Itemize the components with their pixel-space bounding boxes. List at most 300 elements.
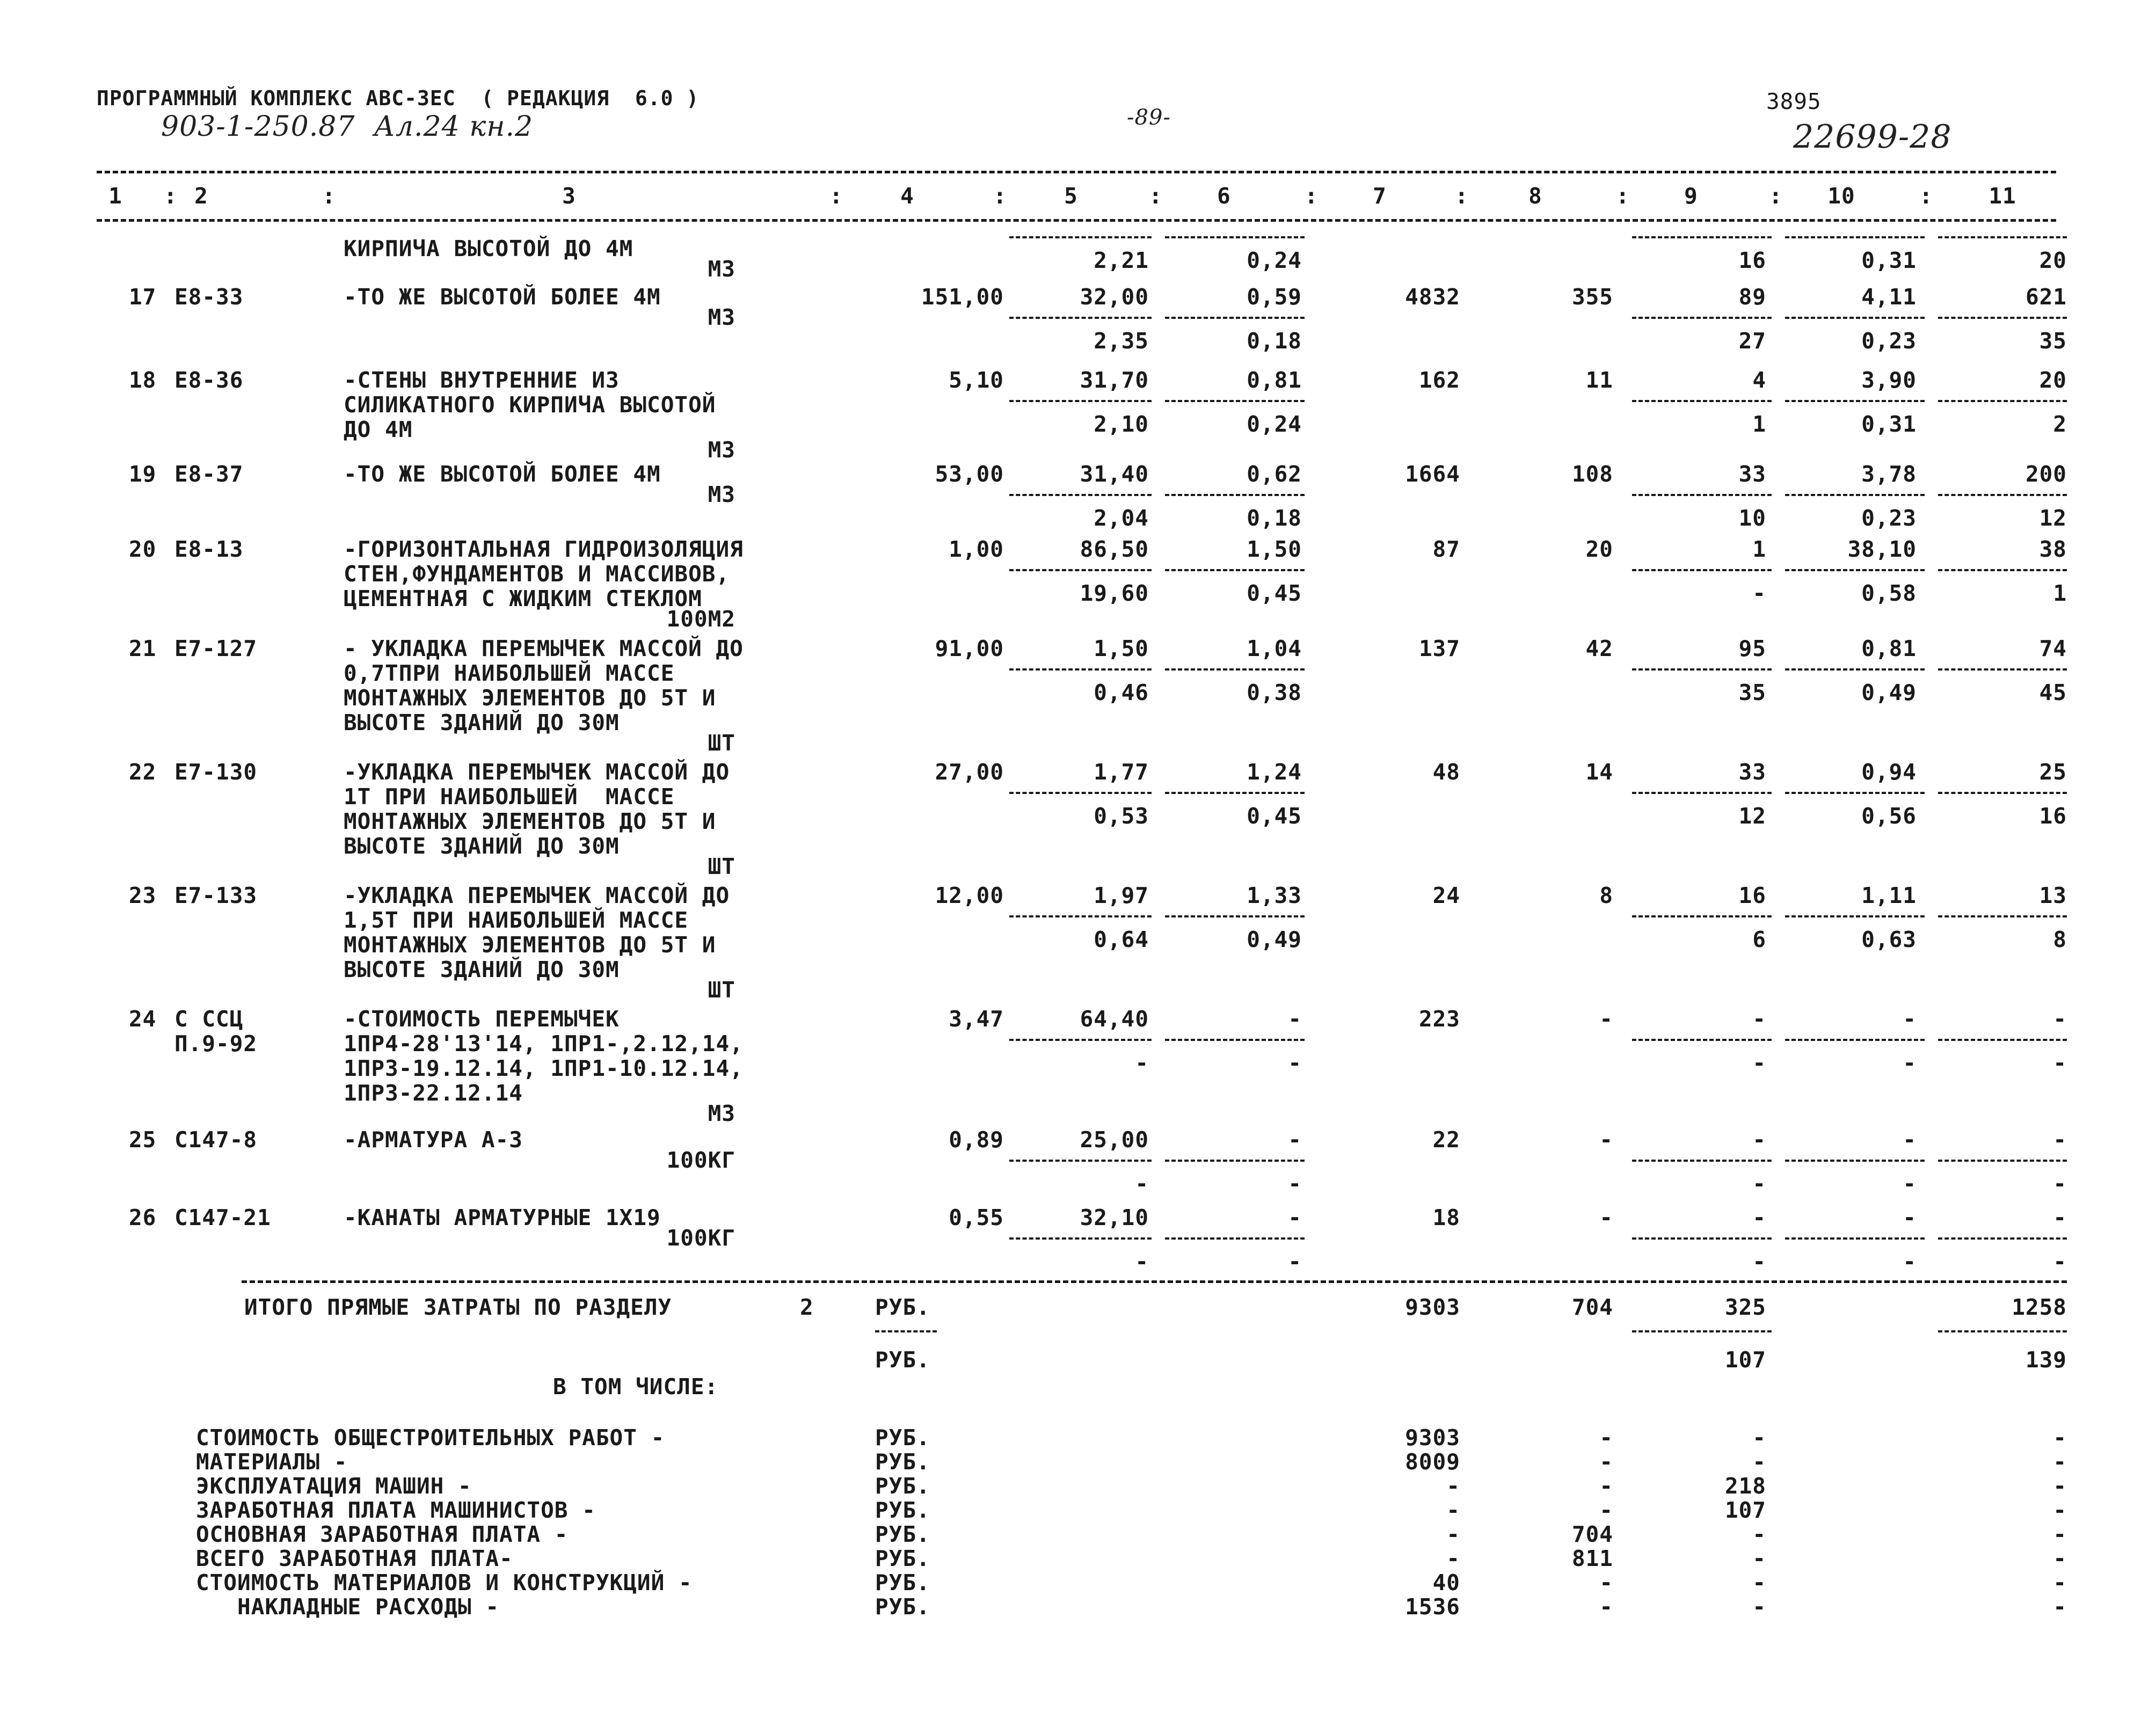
rate-code: Е7-133 [174, 883, 258, 908]
row-17-c9: 89 [1738, 284, 1766, 310]
work-description: МОНТАЖНЫХ ЭЛЕМЕНТОВ ДО 5Т И [344, 808, 716, 834]
cell-divider [1165, 1160, 1305, 1162]
rate-code: Е8-33 [174, 284, 244, 310]
work-description: ЦЕМЕНТНАЯ С ЖИДКИМ СТЕКЛОМ [344, 586, 702, 611]
work-description: ДО 4М [344, 417, 413, 442]
work-description: -СТОИМОСТЬ ПЕРЕМЫЧЕК [344, 1006, 620, 1032]
row-25-c7: 22 [1432, 1127, 1460, 1153]
cell-divider [1009, 569, 1152, 571]
rate-code: Е7-130 [174, 759, 258, 785]
page-number: -89- [1127, 105, 1171, 130]
total-currency-secondary: РУБ. [875, 1347, 930, 1373]
rate-code: Е8-37 [174, 461, 244, 487]
work-description: 1Т ПРИ НАИБОЛЬШЕЙ МАССЕ [344, 784, 675, 810]
cell-divider [1938, 1237, 2067, 1240]
cell-divider [1785, 236, 1925, 238]
breakdown-currency: РУБ. [875, 1546, 930, 1571]
breakdown-c7: - [1446, 1497, 1460, 1523]
sub-value-c5: 19,60 [1080, 580, 1149, 606]
work-description: -ГОРИЗОНТАЛЬНАЯ ГИДРОИЗОЛЯЦИЯ [344, 536, 744, 562]
sub-value-c10: 0,56 [1861, 803, 1917, 829]
row-23-c7: 24 [1432, 883, 1460, 908]
sub-value-c11: 20 [2039, 247, 2067, 273]
cell-divider [1165, 792, 1305, 794]
unit-of-measure: ШТ [708, 730, 735, 756]
rate-code: С147-8 [174, 1127, 258, 1153]
sub-value-c11: 1 [2053, 580, 2067, 606]
sub-value-c9: 35 [1738, 680, 1766, 705]
breakdown-c9: 107 [1724, 1497, 1766, 1523]
work-description: МОНТАЖНЫХ ЭЛЕМЕНТОВ ДО 5Т И [344, 685, 716, 711]
sub-value-c11: 12 [2039, 505, 2067, 531]
row-20-c5: 86,50 [1080, 536, 1149, 562]
cell-divider [1938, 1039, 2067, 1041]
row-number: 22 [129, 759, 157, 785]
work-description: -ТО ЖЕ ВЫСОТОЙ БОЛЕЕ 4М [344, 461, 661, 487]
breakdown-c7: - [1446, 1546, 1460, 1571]
column-header-11: 11 [1989, 183, 2016, 209]
row-20-c6: 1,50 [1247, 536, 1302, 562]
row-21-c10: 0,81 [1861, 636, 1917, 661]
row-19-c6: 0,62 [1247, 461, 1302, 487]
cell-divider [1785, 317, 1925, 319]
cell-divider [1009, 236, 1152, 238]
sub-value-c6: 0,18 [1247, 505, 1302, 531]
row-25-c9: - [1752, 1127, 1766, 1153]
sub-value-c10: 0,58 [1861, 580, 1917, 606]
row-18-c10: 3,90 [1861, 367, 1917, 393]
sub-value-c6: 0,24 [1247, 411, 1302, 437]
sub-value-c11: 2 [2053, 411, 2067, 437]
breakdown-currency: РУБ. [875, 1521, 930, 1547]
row-21-c5: 1,50 [1094, 636, 1149, 661]
work-description: ВЫСОТЕ ЗДАНИЙ ДО 30М [344, 957, 620, 982]
row-26-c10: - [1903, 1205, 1917, 1230]
breakdown-c8: 704 [1571, 1521, 1613, 1547]
cell-divider [1632, 1039, 1772, 1041]
work-description: -УКЛАДКА ПЕРЕМЫЧЕК МАССОЙ ДО [344, 883, 730, 908]
unit-of-measure: М3 [708, 1101, 735, 1126]
column-header-4: 4 [900, 183, 914, 209]
breakdown-c11: - [2053, 1594, 2067, 1620]
total-c11: 1258 [2012, 1294, 2067, 1320]
sub-value-c10: - [1903, 1050, 1917, 1076]
sub-value-c9: 16 [1738, 247, 1766, 273]
cell-divider [1785, 569, 1925, 571]
breakdown-c7: - [1446, 1473, 1460, 1499]
work-description: -КАНАТЫ АРМАТУРНЫЕ 1Х19 [344, 1205, 661, 1230]
row-number: 24 [129, 1006, 157, 1032]
cell-divider [1938, 668, 2067, 671]
total-c9: 325 [1724, 1294, 1766, 1320]
row-23-c5: 1,97 [1094, 883, 1149, 908]
row-24-c10: - [1903, 1006, 1917, 1032]
work-description: 0,7ТПРИ НАИБОЛЬШЕЙ МАССЕ [344, 660, 675, 686]
breakdown-label: НАКЛАДНЫЕ РАСХОДЫ - [196, 1594, 500, 1620]
breakdown-c9: - [1752, 1570, 1766, 1596]
column-separator: : [1919, 183, 1933, 209]
row-23-c6: 1,33 [1247, 883, 1302, 908]
row-26-c8: - [1599, 1205, 1613, 1230]
sub-value-c5: 0,53 [1094, 803, 1149, 829]
breakdown-c8: - [1599, 1594, 1613, 1620]
row-19-c8: 108 [1571, 461, 1613, 487]
breakdown-label: ЭКСПЛУАТАЦИЯ МАШИН - [196, 1473, 472, 1499]
work-description: КИРПИЧА ВЫСОТОЙ ДО 4М [344, 236, 633, 261]
cell-divider [1632, 792, 1772, 794]
sub-value-c6: - [1288, 1050, 1302, 1076]
cell-divider [1165, 569, 1305, 571]
row-24-c8: - [1599, 1006, 1613, 1032]
column-header-7: 7 [1373, 183, 1387, 209]
rate-code: С ССЦ [174, 1006, 244, 1032]
sub-value-c5: - [1135, 1050, 1149, 1076]
total-c11-secondary: 139 [2025, 1347, 2067, 1373]
row-21-c6: 1,04 [1247, 636, 1302, 661]
row-number: 19 [129, 461, 157, 487]
row-20-c8: 20 [1585, 536, 1613, 562]
breakdown-c8: - [1599, 1425, 1613, 1451]
header-top-rule [97, 171, 2056, 173]
cell-divider [1632, 1160, 1772, 1162]
work-description: МОНТАЖНЫХ ЭЛЕМЕНТОВ ДО 5Т И [344, 932, 716, 958]
work-description: -СТЕНЫ ВНУТРЕННИЕ ИЗ [344, 367, 620, 393]
cell-divider [1785, 1160, 1925, 1162]
breakdown-label: ОСНОВНАЯ ЗАРАБОТНАЯ ПЛАТА - [196, 1521, 569, 1547]
row-17-c4: 151,00 [921, 284, 1004, 310]
row-20-c4: 1,00 [949, 536, 1004, 562]
row-26-c4: 0,55 [949, 1205, 1004, 1230]
row-17-c11: 621 [2025, 284, 2067, 310]
column-separator: : [1769, 183, 1783, 209]
row-23-c4: 12,00 [935, 883, 1004, 908]
work-description: 1ПР3-22.12.14 [344, 1080, 523, 1106]
row-24-c4: 3,47 [949, 1006, 1004, 1032]
row-19-c9: 33 [1738, 461, 1766, 487]
row-25-c11: - [2053, 1127, 2067, 1153]
row-24-c5: 64,40 [1080, 1006, 1149, 1032]
breakdown-currency: РУБ. [875, 1473, 930, 1499]
sub-value-c6: - [1288, 1171, 1302, 1197]
sub-value-c5: 0,64 [1094, 927, 1149, 952]
total-c8: 704 [1571, 1294, 1613, 1320]
row-number: 26 [129, 1205, 157, 1230]
breakdown-c11: - [2053, 1449, 2067, 1475]
row-19-c10: 3,78 [1861, 461, 1917, 487]
column-separator: : [1616, 183, 1630, 209]
row-number: 25 [129, 1127, 157, 1153]
sub-value-c11: 35 [2039, 328, 2067, 354]
cell-divider [1165, 1237, 1305, 1240]
row-25-c5: 25,00 [1080, 1127, 1149, 1153]
breakdown-c7: 9303 [1405, 1425, 1460, 1451]
breakdown-c9: - [1752, 1425, 1766, 1451]
row-19-c4: 53,00 [935, 461, 1004, 487]
work-description: -ТО ЖЕ ВЫСОТОЙ БОЛЕЕ 4М [344, 284, 661, 310]
cell-divider [1785, 1237, 1925, 1240]
sub-value-c9: 6 [1752, 927, 1766, 952]
cell-divider [1009, 1039, 1152, 1041]
row-17-c7: 4832 [1405, 284, 1460, 310]
column-separator: : [993, 183, 1007, 209]
sheet-code: 3895 [1766, 89, 1822, 114]
cell-divider [1938, 236, 2067, 238]
work-description: СИЛИКАТНОГО КИРПИЧА ВЫСОТОЙ [344, 392, 716, 418]
row-22-c8: 14 [1585, 759, 1613, 785]
sub-value-c6: 0,24 [1247, 247, 1302, 273]
breakdown-c11: - [2053, 1425, 2067, 1451]
sub-value-c9: 12 [1738, 803, 1766, 829]
sub-value-c5: 2,04 [1094, 505, 1149, 531]
work-description: -АРМАТУРА А-3 [344, 1127, 523, 1153]
sub-value-c10: 0,31 [1861, 411, 1917, 437]
unit-of-measure: 100КГ [666, 1147, 735, 1173]
cell-divider [1165, 400, 1305, 402]
row-26-c7: 18 [1432, 1205, 1460, 1230]
cell-divider [1009, 668, 1152, 671]
cell-divider [1632, 1237, 1772, 1240]
cell-divider [1785, 792, 1925, 794]
row-22-c5: 1,77 [1094, 759, 1149, 785]
sub-value-c5: 2,35 [1094, 328, 1149, 354]
header-bottom-rule [97, 219, 2056, 222]
row-22-c4: 27,00 [935, 759, 1004, 785]
row-18-c7: 162 [1418, 367, 1460, 393]
row-24-c11: - [2053, 1006, 2067, 1032]
row-17-c8: 355 [1571, 284, 1613, 310]
breakdown-label: ЗАРАБОТНАЯ ПЛАТА МАШИНИСТОВ - [196, 1497, 596, 1523]
row-17-c10: 4,11 [1861, 284, 1917, 310]
breakdown-currency: РУБ. [875, 1594, 930, 1620]
breakdown-c9: 218 [1724, 1473, 1766, 1499]
handwritten-reference: 903-1-250.87 Ал.24 кн.2 [161, 111, 534, 143]
work-description: 1ПР4-28'13'14, 1ПР1-,2.12,14, [344, 1031, 744, 1057]
cell-divider [1632, 317, 1772, 319]
totals-rule [242, 1280, 2067, 1283]
row-18-c9: 4 [1752, 367, 1766, 393]
unit-of-measure: 100М2 [666, 606, 735, 632]
row-23-c11: 13 [2039, 883, 2067, 908]
row-22-c10: 0,94 [1861, 759, 1917, 785]
breakdown-label: МАТЕРИАЛЫ - [196, 1449, 348, 1475]
sub-value-c6: 0,49 [1247, 927, 1302, 952]
currency-divider [875, 1330, 937, 1332]
total-section-number: 2 [800, 1294, 814, 1320]
breakdown-currency: РУБ. [875, 1570, 930, 1596]
breakdown-c8: - [1599, 1497, 1613, 1523]
row-21-c11: 74 [2039, 636, 2067, 661]
cell-divider [1938, 1160, 2067, 1162]
cell-divider [1785, 494, 1925, 496]
breakdown-currency: РУБ. [875, 1449, 930, 1475]
breakdown-c9: - [1752, 1546, 1766, 1571]
sub-value-c5: 0,46 [1094, 680, 1149, 705]
cell-divider [1009, 317, 1152, 319]
row-26-c11: - [2053, 1205, 2067, 1230]
breakdown-c11: - [2053, 1546, 2067, 1571]
sub-value-c10: 0,63 [1861, 927, 1917, 952]
breakdown-c8: - [1599, 1473, 1613, 1499]
column-header-9: 9 [1684, 183, 1698, 209]
row-20-c11: 38 [2039, 536, 2067, 562]
breakdown-c7: 8009 [1405, 1449, 1460, 1475]
sub-value-c10: 0,31 [1861, 247, 1917, 273]
row-20-c10: 38,10 [1847, 536, 1917, 562]
unit-of-measure: М3 [708, 482, 735, 507]
row-17-c6: 0,59 [1247, 284, 1302, 310]
total-currency: РУБ. [875, 1294, 930, 1320]
work-description: ВЫСОТЕ ЗДАНИЙ ДО 30М [344, 710, 620, 735]
cell-divider [1165, 915, 1305, 917]
sub-value-c9: - [1752, 1249, 1766, 1274]
sub-value-c6: 0,45 [1247, 803, 1302, 829]
row-20-c9: 1 [1752, 536, 1766, 562]
row-number: 23 [129, 883, 157, 908]
row-25-c4: 0,89 [949, 1127, 1004, 1153]
cell-divider [1632, 668, 1772, 671]
row-26-c9: - [1752, 1205, 1766, 1230]
row-22-c7: 48 [1432, 759, 1460, 785]
breakdown-label: СТОИМОСТЬ МАТЕРИАЛОВ И КОНСТРУКЦИЙ - [196, 1570, 693, 1596]
rate-code: П.9-92 [174, 1031, 258, 1057]
sub-value-c9: - [1752, 1050, 1766, 1076]
sub-value-c9: - [1752, 1171, 1766, 1197]
sub-value-c5: 2,10 [1094, 411, 1149, 437]
column-separator: : [829, 183, 843, 209]
sub-value-c5: 2,21 [1094, 247, 1149, 273]
cell-divider [1632, 1330, 1772, 1332]
cell-divider [1938, 317, 2067, 319]
total-c7: 9303 [1405, 1294, 1460, 1320]
row-21-c7: 137 [1418, 636, 1460, 661]
breakdown-heading: В ТОМ ЧИСЛЕ: [553, 1374, 719, 1400]
cell-divider [1938, 494, 2067, 496]
cell-divider [1632, 569, 1772, 571]
cell-divider [1009, 400, 1152, 402]
total-c9-secondary: 107 [1724, 1347, 1766, 1373]
row-18-c8: 11 [1585, 367, 1613, 393]
column-header-8: 8 [1528, 183, 1542, 209]
cell-divider [1632, 494, 1772, 496]
unit-of-measure: М3 [708, 437, 735, 463]
cell-divider [1938, 400, 2067, 402]
unit-of-measure: 100КГ [666, 1225, 735, 1251]
column-separator: : [322, 183, 336, 209]
row-18-c4: 5,10 [949, 367, 1004, 393]
sub-value-c11: 16 [2039, 803, 2067, 829]
work-description: 1,5Т ПРИ НАИБОЛЬШЕЙ МАССЕ [344, 907, 689, 933]
cell-divider [1938, 569, 2067, 571]
column-header-10: 10 [1827, 183, 1855, 209]
row-18-c11: 20 [2039, 367, 2067, 393]
column-header-3: 3 [562, 183, 576, 209]
cell-divider [1632, 400, 1772, 402]
cell-divider [1785, 1039, 1925, 1041]
sub-value-c6: 0,18 [1247, 328, 1302, 354]
row-19-c11: 200 [2025, 461, 2067, 487]
sub-value-c9: 10 [1738, 505, 1766, 531]
row-24-c6: - [1288, 1006, 1302, 1032]
row-25-c8: - [1599, 1127, 1613, 1153]
work-description: ВЫСОТЕ ЗДАНИЙ ДО 30М [344, 833, 620, 859]
unit-of-measure: ШТ [708, 977, 735, 1003]
work-description: СТЕН,ФУНДАМЕНТОВ И МАССИВОВ, [344, 561, 730, 587]
row-number: 20 [129, 536, 157, 562]
sub-value-c11: - [2053, 1171, 2067, 1197]
cell-divider [1785, 668, 1925, 671]
cell-divider [1938, 792, 2067, 794]
column-header-1: 1 [108, 183, 122, 209]
breakdown-currency: РУБ. [875, 1425, 930, 1451]
work-description: - УКЛАДКА ПЕРЕМЫЧЕК МАССОЙ ДО [344, 636, 744, 661]
column-header-2: 2 [194, 183, 208, 209]
row-21-c9: 95 [1738, 636, 1766, 661]
breakdown-c11: - [2053, 1521, 2067, 1547]
sub-value-c10: - [1903, 1249, 1917, 1274]
column-separator: : [1149, 183, 1163, 209]
row-24-c9: - [1752, 1006, 1766, 1032]
sub-value-c9: 1 [1752, 411, 1766, 437]
total-label: ИТОГО ПРЯМЫЕ ЗАТРАТЫ ПО РАЗДЕЛУ [244, 1294, 672, 1320]
row-22-c9: 33 [1738, 759, 1766, 785]
breakdown-c8: - [1599, 1570, 1613, 1596]
row-26-c5: 32,10 [1080, 1205, 1149, 1230]
row-26-c6: - [1288, 1205, 1302, 1230]
breakdown-c8: 811 [1571, 1546, 1613, 1571]
breakdown-c11: - [2053, 1497, 2067, 1523]
cell-divider [1009, 792, 1152, 794]
sub-value-c10: 0,23 [1861, 505, 1917, 531]
row-21-c8: 42 [1585, 636, 1613, 661]
unit-of-measure: М3 [708, 304, 735, 330]
row-20-c7: 87 [1432, 536, 1460, 562]
breakdown-c11: - [2053, 1473, 2067, 1499]
rate-code: Е7-127 [174, 636, 258, 661]
row-23-c10: 1,11 [1861, 883, 1917, 908]
row-18-c5: 31,70 [1080, 367, 1149, 393]
cell-divider [1165, 668, 1305, 671]
cell-divider [1632, 236, 1772, 238]
sub-value-c6: 0,45 [1247, 580, 1302, 606]
work-description: 1ПР3-19.12.14, 1ПР1-10.12.14, [344, 1055, 744, 1081]
row-22-c6: 1,24 [1247, 759, 1302, 785]
row-22-c11: 25 [2039, 759, 2067, 785]
unit-of-measure: ШТ [708, 854, 735, 879]
cell-divider [1785, 915, 1925, 917]
sub-value-c5: - [1135, 1249, 1149, 1274]
column-separator: : [164, 183, 178, 209]
cell-divider [1009, 1237, 1152, 1240]
rate-code: С147-21 [174, 1205, 271, 1230]
row-number: 18 [129, 367, 157, 393]
rate-code: Е8-13 [174, 536, 244, 562]
sub-value-c11: - [2053, 1249, 2067, 1274]
work-description: -УКЛАДКА ПЕРЕМЫЧЕК МАССОЙ ДО [344, 759, 730, 785]
column-separator: : [1455, 183, 1469, 209]
row-19-c5: 31,40 [1080, 461, 1149, 487]
cell-divider [1938, 1330, 2067, 1332]
unit-of-measure: М3 [708, 256, 735, 282]
breakdown-c9: - [1752, 1594, 1766, 1620]
row-21-c4: 91,00 [935, 636, 1004, 661]
breakdown-c11: - [2053, 1570, 2067, 1596]
sub-value-c10: - [1903, 1171, 1917, 1197]
sub-value-c6: 0,38 [1247, 680, 1302, 705]
row-25-c10: - [1903, 1127, 1917, 1153]
breakdown-c9: - [1752, 1449, 1766, 1475]
sub-value-c11: 45 [2039, 680, 2067, 705]
breakdown-c7: 1536 [1405, 1594, 1460, 1620]
